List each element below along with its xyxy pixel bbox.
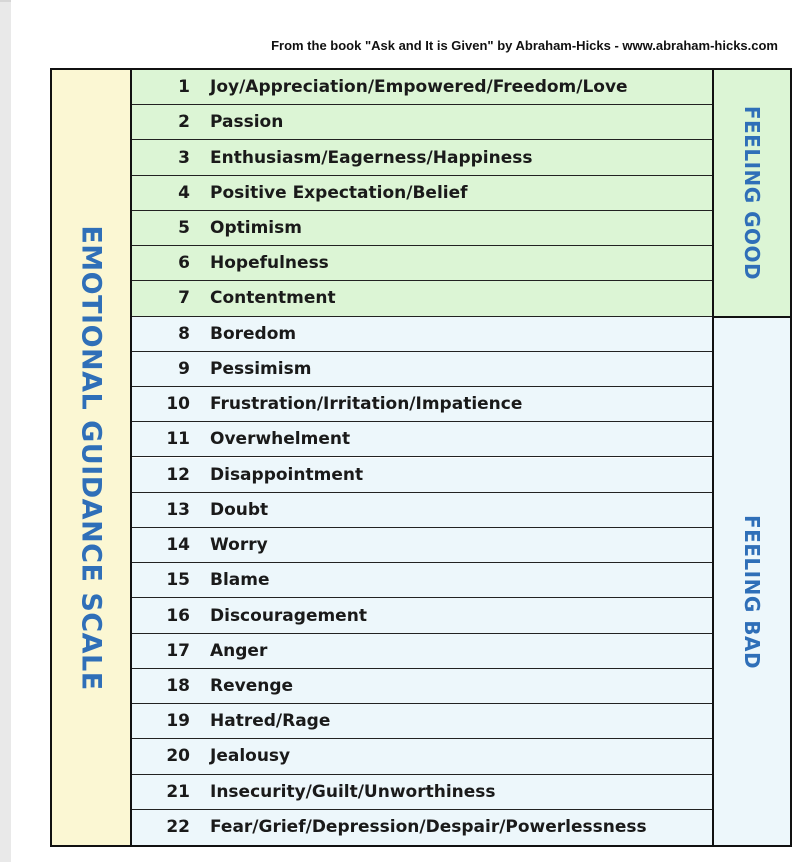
emotion-rank: 5: [178, 218, 190, 239]
emotion-label: Jealousy: [210, 746, 291, 767]
emotion-rank: 8: [178, 323, 190, 344]
emotion-label: Joy/Appreciation/Empowered/Freedom/Love: [210, 77, 628, 98]
scale-title: EMOTIONAL GUIDANCE SCALE: [75, 224, 107, 691]
emotion-label: Doubt: [210, 499, 269, 520]
emotion-rank: 2: [178, 112, 190, 133]
emotion-label: Contentment: [210, 288, 336, 309]
emotion-row: [132, 458, 712, 493]
emotion-label: Enthusiasm/Eagerness/Happiness: [210, 147, 533, 168]
emotion-rank: 22: [166, 817, 190, 838]
emotion-rank: 4: [178, 182, 190, 203]
emotion-label: Positive Expectation/Belief: [210, 182, 468, 203]
emotion-label: Discouragement: [210, 605, 367, 626]
feeling-bad-band: [712, 318, 790, 845]
emotion-rank: 16: [166, 605, 190, 626]
emotion-rank: 3: [178, 147, 190, 168]
emotion-row: [132, 634, 712, 669]
emotion-row: [132, 598, 712, 633]
emotion-row: [132, 528, 712, 563]
emotion-row: [132, 211, 712, 246]
emotion-rank: 10: [166, 394, 190, 415]
emotion-label: Hatred/Rage: [210, 711, 331, 732]
emotion-rank: 15: [166, 570, 190, 591]
emotion-label: Disappointment: [210, 464, 364, 485]
emotion-label: Blame: [210, 570, 270, 591]
emotion-label: Hopefulness: [210, 253, 329, 274]
feeling-bad-label: FEELING BAD: [740, 514, 764, 670]
emotional-guidance-scale-table: [50, 68, 792, 847]
emotion-row: [132, 493, 712, 528]
scale-title-column: [52, 70, 132, 845]
emotion-row: [132, 70, 712, 105]
emotion-label: Optimism: [210, 218, 302, 239]
emotion-row: [132, 105, 712, 140]
emotion-row: [132, 281, 712, 316]
emotion-row: [132, 140, 712, 175]
emotion-row: [132, 669, 712, 704]
feeling-good-band: [712, 70, 790, 318]
emotion-row: [132, 810, 712, 845]
emotion-row: [132, 739, 712, 774]
emotion-rank: 12: [166, 464, 190, 485]
emotion-rank: 6: [178, 253, 190, 274]
emotion-label: Pessimism: [210, 358, 312, 379]
emotion-rank: 7: [178, 288, 190, 309]
source-credit: From the book "Ask and It is Given" by Abraham-Hicks - www.abraham-hicks.com: [271, 38, 778, 53]
emotion-label: Anger: [210, 640, 268, 661]
feeling-good-label: FEELING GOOD: [740, 105, 764, 281]
emotion-row: [132, 387, 712, 422]
emotion-rank: 19: [166, 711, 190, 732]
emotion-rank: 14: [166, 535, 190, 556]
emotion-row: [132, 704, 712, 739]
emotion-rank: 13: [166, 499, 190, 520]
emotion-row: [132, 176, 712, 211]
emotion-rank: 18: [166, 675, 190, 696]
emotion-label: Fear/Grief/Depression/Despair/Powerlessness: [210, 817, 647, 838]
emotion-row: [132, 775, 712, 810]
emotion-label: Overwhelment: [210, 429, 351, 450]
emotion-row: [132, 563, 712, 598]
emotion-label: Revenge: [210, 675, 294, 696]
emotion-label: Worry: [210, 535, 268, 556]
emotion-row: [132, 317, 712, 352]
emotion-label: Insecurity/Guilt/Unworthiness: [210, 781, 496, 802]
emotion-label: Boredom: [210, 323, 297, 344]
emotion-rank: 9: [178, 358, 190, 379]
emotion-rank: 11: [166, 429, 190, 450]
emotion-label: Frustration/Irritation/Impatience: [210, 394, 523, 415]
emotion-row: [132, 246, 712, 281]
emotion-rank: 21: [166, 781, 190, 802]
emotion-label: Passion: [210, 112, 284, 133]
emotion-row: [132, 352, 712, 387]
emotion-rank: 17: [166, 640, 190, 661]
emotion-rows: [132, 70, 712, 845]
emotion-rank: 1: [178, 77, 190, 98]
emotion-row: [132, 422, 712, 457]
emotion-rank: 20: [166, 746, 190, 767]
document-page: [11, 0, 800, 862]
